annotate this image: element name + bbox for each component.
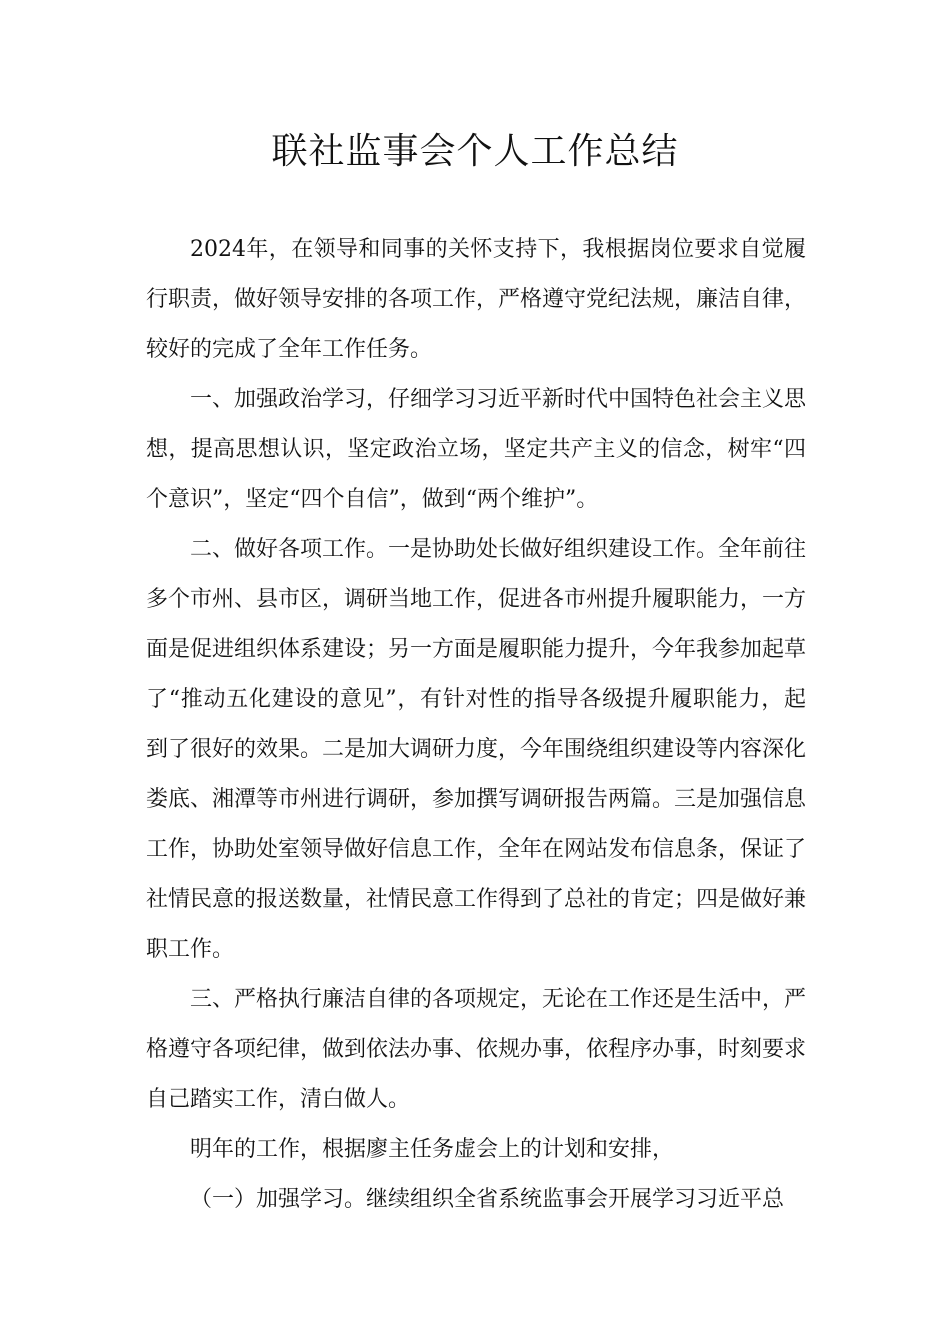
paragraph-political-study: 一、加强政治学习，仔细学习习近平新时代中国特色社会主义思想，提高思想认识，坚定政治立场，坚定共产主义的信念，树牢“四个意识”，坚定“四个自信”，做到“两个维护”。 <box>146 387 807 512</box>
paragraph-intro: 2024年，在领导和同事的关怀支持下，我根据岗位要求自觉履行职责，做好领导安排的各项工作，严格遵守党纪法规，廉洁自律，较好的完成了全年工作任务。 <box>146 237 807 362</box>
document-title: 联社监事会个人工作总结 <box>271 131 679 172</box>
paragraph-next-year: 明年的工作，根据廖主任务虚会上的计划和安排， <box>190 1137 675 1162</box>
paragraph-work-tasks: 二、做好各项工作。一是协助处长做好组织建设工作。全年前往多个市州、县市区，调研当地工作，促进各市州提升履职能力，一方面是促进组织体系建设；另一方面是履职能力提升，今年我参加起草了“推动五化建设的意见”，有针对性的指导各级提升履职能力，起到了很好的效果。二是加大调研力度，今年围绕组织建设等内容深化娄底、湘潭等市州进行调研，参加撰写调研报告两篇。三是加强信息工作，协助处室领导做好信息工作，全年在网站发布信息条，保证了社情民意的报送数量，社情民意工作得到了总社的肯定；四是做好兼职工作。 <box>146 537 807 962</box>
paragraph-integrity: 三、严格执行廉洁自律的各项规定，无论在工作还是生活中，严格遵守各项纪律，做到依法办事、依规办事，依程序办事，时刻要求自己踏实工作，清白做人。 <box>146 987 807 1112</box>
paragraph-strengthen-study: （一）加强学习。继续组织全省系统监事会开展学习习近平总 <box>190 1187 785 1212</box>
document-body <box>146 225 806 1225</box>
